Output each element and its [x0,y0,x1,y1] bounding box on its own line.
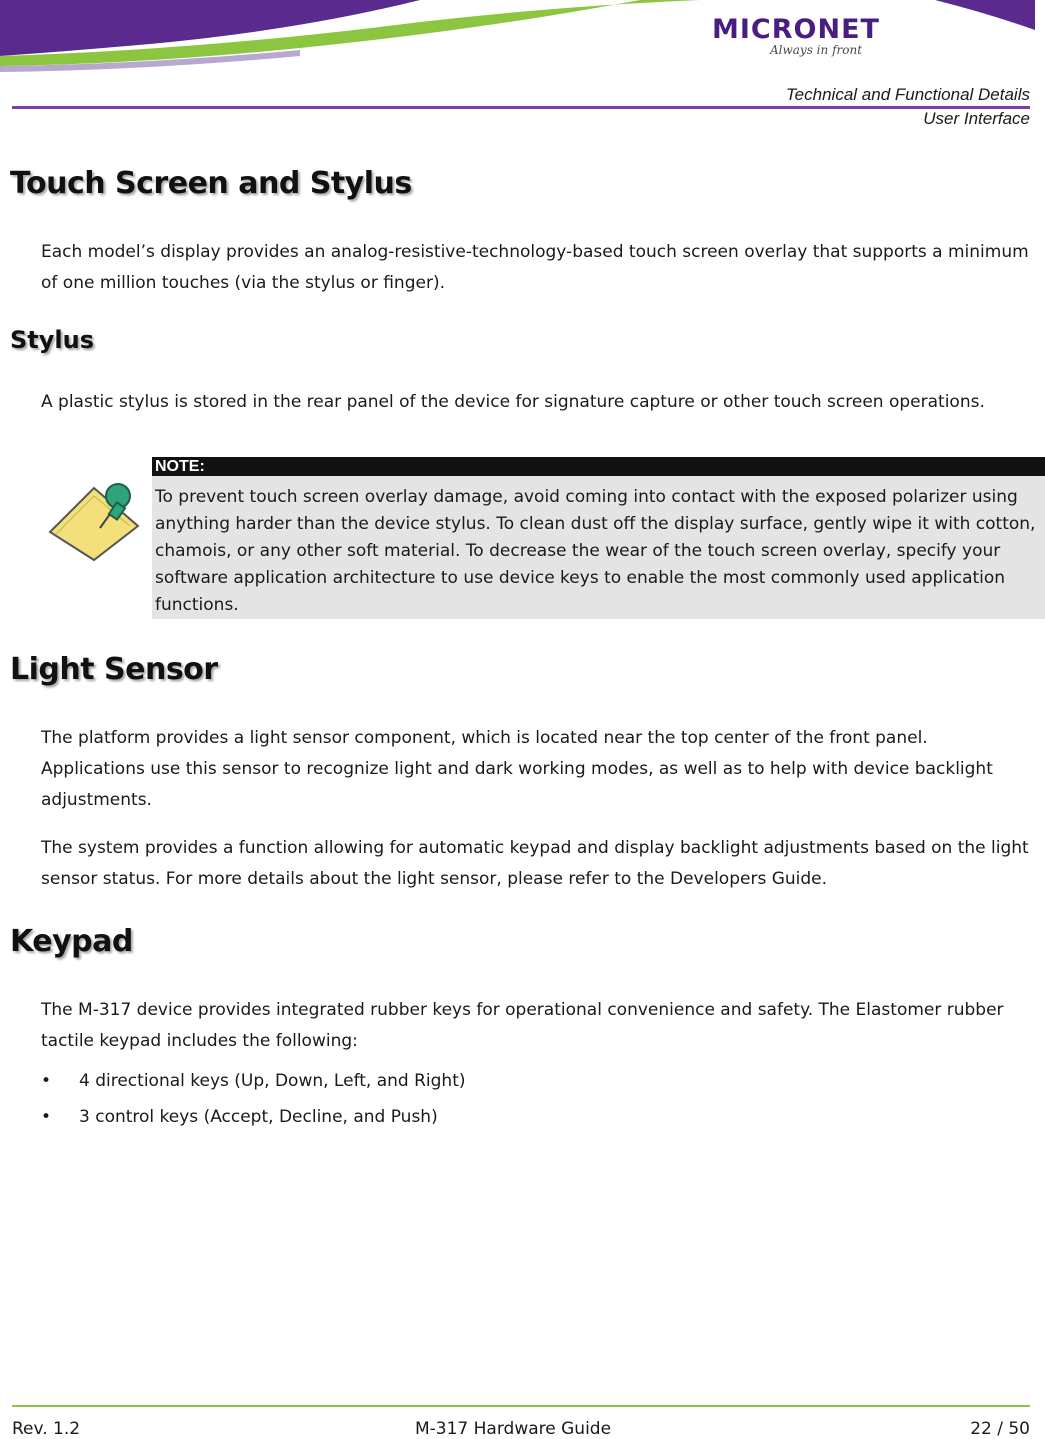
heading-stylus: Stylus [10,326,94,354]
note-header: NOTE: [152,457,1045,476]
keypad-bullet-list [41,1063,466,1135]
light-sensor-paragraph-1: The platform provides a light sensor component, which is located near the top center of the front panel. Applications use this sensor to recognize light and dark working modes, as well as to help with device backlight adjustments. [41,728,993,810]
header-rule [12,106,1030,109]
footer-document-title: M-317 Hardware Guide [415,1419,612,1439]
footer-page-number: 22 / 50 [970,1419,1030,1439]
list-item [41,1099,466,1135]
micronet-logo [712,14,902,58]
header-subsection-title: User Interface [923,109,1030,128]
header-section-title: Technical and Functional Details [785,85,1030,104]
light-sensor-paragraph-2: The system provides a function allowing for automatic keypad and display backlight adjustments based on the light sensor status. For more details about the light sensor, please refer to the Developers Guide. [41,838,1029,889]
heading-touch-screen: Touch Screen and Stylus [10,166,412,201]
heading-light-sensor: Light Sensor [10,652,218,687]
footer-revision: Rev. 1.2 [12,1419,81,1439]
footer-rule [12,1405,1030,1407]
logo-tagline: Always in front [770,43,863,57]
note-text: To prevent touch screen overlay damage, avoid coming into contact with the exposed polarizer using anything harder than the device stylus. To clean dust off the display surface, gently wipe it with cotton, chamois, or any other soft material. To decrease the wear of the touch screen overlay, specify your software application architecture to use device keys to enable the most commonly used application functions. [152,476,1045,619]
stylus-paragraph: A plastic stylus is stored in the rear panel of the device for signature capture or other touch screen operations. [41,392,985,412]
logo-wordmark: MICRONET [712,14,880,45]
touch-screen-paragraph: Each model’s display provides an analog-resistive-technology-based touch screen overlay that supports a minimum of one million touches (via the stylus or finger). [41,242,1029,293]
pushpin-note-icon [42,474,142,564]
list-item-text: 4 directional keys (Up, Down, Left, and Right) [79,1071,466,1091]
heading-keypad: Keypad [10,924,133,959]
bullet-icon: • [41,1071,52,1091]
list-item-text: 3 control keys (Accept, Decline, and Push) [79,1107,438,1127]
bullet-icon: • [41,1107,52,1127]
list-item [41,1063,466,1099]
keypad-paragraph: The M-317 device provides integrated rubber keys for operational convenience and safety. The Elastomer rubber tactile keypad includes the following: [41,1000,1004,1051]
